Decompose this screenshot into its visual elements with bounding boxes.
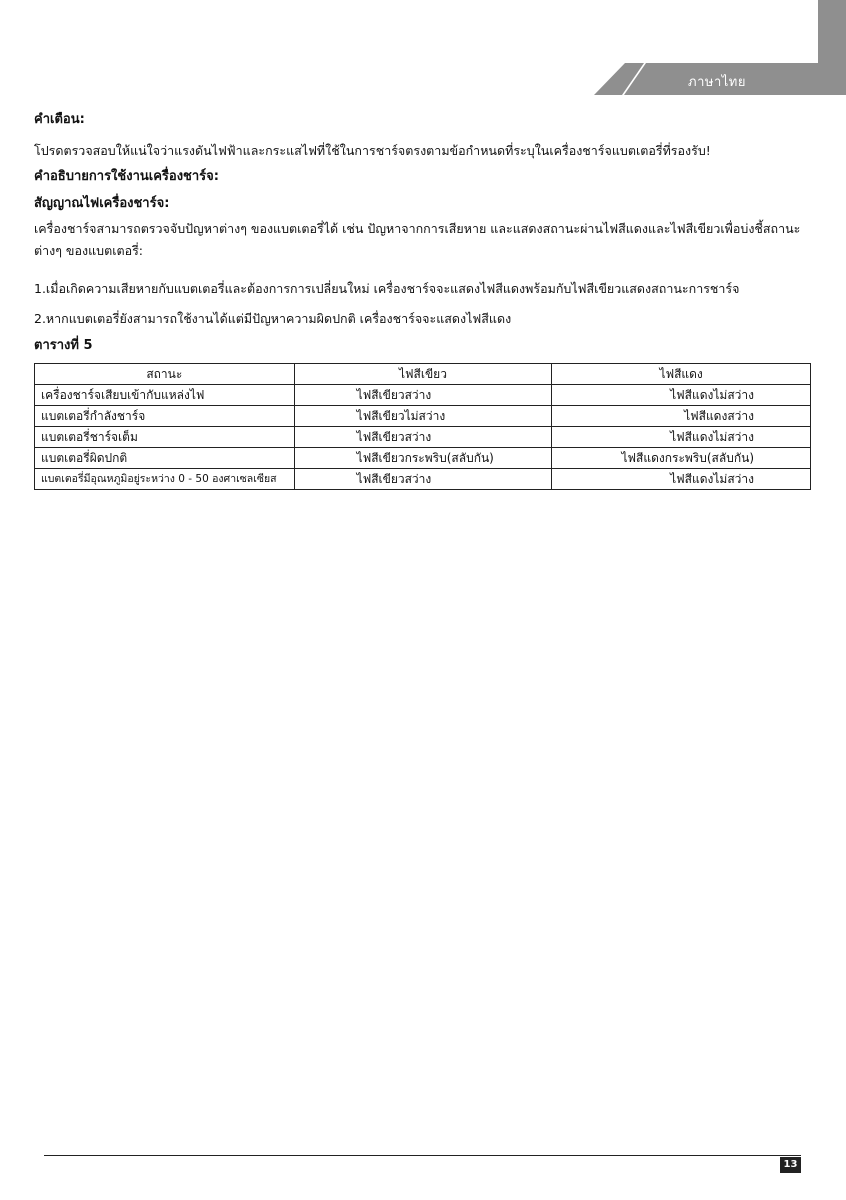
row-green-light: ไฟสีเขียวสว่าง <box>294 427 552 448</box>
row-green-light: ไฟสีเขียวกระพริบ(สลับกัน) <box>294 448 552 469</box>
table-row <box>35 385 811 406</box>
language-label: ภาษาไทย <box>688 75 746 90</box>
charger-signal-intro: เครื่องชาร์จสามารถตรวจจับปัญหาต่างๆ ของแบตเตอรี่ได้ เช่น ปัญหาจากการเสียหาย และแสดงสถานะผ่านไฟสีแดงและไฟสีเขียวเพื่อบ่งชี้สถานะต่างๆ ของแบตเตอรี่: <box>34 221 801 258</box>
row-red-light: ไฟสีแดงสว่าง <box>552 406 811 427</box>
corner-tab <box>818 0 846 63</box>
table-row <box>35 448 811 469</box>
header-green-light: ไฟสีเขียว <box>294 364 552 385</box>
header-state: สถานะ <box>35 364 295 385</box>
signal-item-2: 2.หากแบตเตอรี่ยังสามารถใช้งานได้แต่มีปัญหาความผิดปกติ เครื่องชาร์จจะแสดงไฟสีแดง <box>34 311 512 326</box>
header-red-light: ไฟสีแดง <box>552 364 811 385</box>
warning-title: คำเตือน: <box>34 112 85 127</box>
row-state: เครื่องชาร์จเสียบเข้ากับแหล่งไฟ <box>35 385 295 406</box>
row-green-light: ไฟสีเขียวสว่าง <box>294 469 552 490</box>
usage-description-title: คำอธิบายการใช้งานเครื่องชาร์จ: <box>34 169 219 184</box>
warning-text: โปรดตรวจสอบให้แน่ใจว่าแรงดันไฟฟ้าและกระแสไฟที่ใช้ในการชาร์จตรงตามข้อกำหนดที่ระบุในเครื่องชาร์จแบตเตอรี่ที่รองรับ! <box>34 143 711 158</box>
row-red-light: ไฟสีแดงไม่สว่าง <box>552 385 811 406</box>
row-red-light: ไฟสีแดงไม่สว่าง <box>552 469 811 490</box>
row-red-light: ไฟสีแดงไม่สว่าง <box>552 427 811 448</box>
table-row <box>35 406 811 427</box>
table-header-row <box>35 364 811 385</box>
table-row <box>35 427 811 448</box>
charger-status-table <box>34 363 811 490</box>
row-state: แบตเตอรี่ผิดปกติ <box>35 448 295 469</box>
footer-divider <box>44 1155 801 1156</box>
row-red-light: ไฟสีแดงกระพริบ(สลับกัน) <box>552 448 811 469</box>
table-title: ตารางที่ 5 <box>34 338 93 353</box>
signal-item-1: 1.เมื่อเกิดความเสียหายกับแบตเตอรี่และต้องการการเปลี่ยนใหม่ เครื่องชาร์จจะแสดงไฟสีแดงพร้อมกับไฟสีเขียวแสดงสถานะการชาร์จ <box>34 281 740 296</box>
table-row <box>35 469 811 490</box>
row-state: แบตเตอรี่ชาร์จเต็ม <box>35 427 295 448</box>
page-number: 13 <box>780 1157 801 1173</box>
charger-signal-title: สัญญาณไฟเครื่องชาร์จ: <box>34 196 170 211</box>
row-green-light: ไฟสีเขียวสว่าง <box>294 385 552 406</box>
row-green-light: ไฟสีเขียวไม่สว่าง <box>294 406 552 427</box>
row-state: แบตเตอรี่กำลังชาร์จ <box>35 406 295 427</box>
row-state: แบตเตอรี่มีอุณหภูมิอยู่ระหว่าง 0 - 50 องศาเซลเซียส <box>35 469 295 490</box>
